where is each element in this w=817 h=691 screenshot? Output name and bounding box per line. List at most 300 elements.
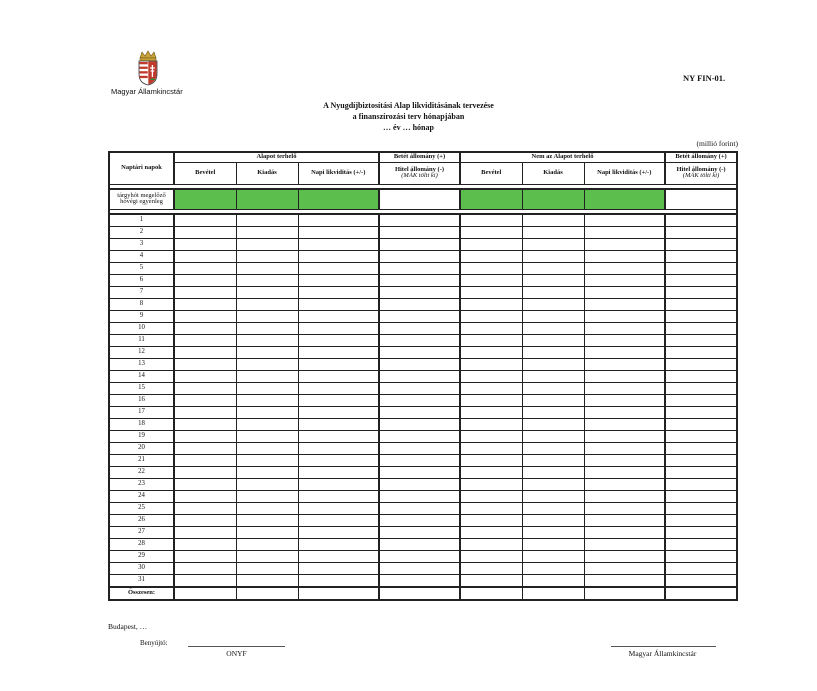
cell-revenue-2[interactable]: [460, 262, 522, 274]
table-row: [109, 418, 737, 430]
cell-expense-1[interactable]: [236, 418, 298, 430]
cell-expense-2[interactable]: [522, 430, 584, 442]
cell-liquidity-1[interactable]: [298, 442, 379, 454]
total-revenue-1[interactable]: [174, 587, 236, 600]
cell-liquidity-1[interactable]: [298, 238, 379, 250]
table-row: [109, 382, 737, 394]
cell-credit-1[interactable]: [379, 226, 460, 238]
cell-liquidity-1[interactable]: [298, 358, 379, 370]
cell-expense-1[interactable]: [236, 442, 298, 454]
day-number: 22: [109, 466, 174, 478]
total-expense-1[interactable]: [236, 587, 298, 600]
cell-liquidity-1[interactable]: [298, 274, 379, 286]
cell-expense-2[interactable]: [522, 550, 584, 562]
cell-liquidity-2[interactable]: [584, 430, 665, 442]
cell-revenue-2[interactable]: [460, 442, 522, 454]
cell-revenue-2[interactable]: [460, 358, 522, 370]
cell-revenue-1[interactable]: [174, 478, 236, 490]
cell-revenue-2[interactable]: [460, 478, 522, 490]
cell-expense-1[interactable]: [236, 214, 298, 227]
cell-revenue-2[interactable]: [460, 310, 522, 322]
cell-liquidity-2[interactable]: [584, 226, 665, 238]
cell-credit-2[interactable]: [665, 382, 737, 394]
cell-credit-1[interactable]: [379, 514, 460, 526]
cell-credit-2[interactable]: [665, 406, 737, 418]
cell-revenue-2[interactable]: [460, 394, 522, 406]
cell-credit-1[interactable]: [379, 238, 460, 250]
cell-expense-2[interactable]: [522, 286, 584, 298]
cell-revenue-2[interactable]: [460, 514, 522, 526]
day-number: 18: [109, 418, 174, 430]
col-header-revenue-2: Bevétel: [460, 162, 522, 184]
cell-revenue-2[interactable]: [460, 406, 522, 418]
cell-prev-revenue-2[interactable]: [460, 189, 522, 210]
cell-revenue-1[interactable]: [174, 310, 236, 322]
cell-expense-1[interactable]: [236, 370, 298, 382]
cell-liquidity-1[interactable]: [298, 466, 379, 478]
cell-expense-1[interactable]: [236, 262, 298, 274]
cell-revenue-2[interactable]: [460, 550, 522, 562]
cell-credit-1[interactable]: [379, 442, 460, 454]
cell-expense-2[interactable]: [522, 226, 584, 238]
cell-revenue-2[interactable]: [460, 322, 522, 334]
cell-revenue-2[interactable]: [460, 490, 522, 502]
cell-credit-2[interactable]: [665, 310, 737, 322]
cell-credit-1[interactable]: [379, 502, 460, 514]
cell-liquidity-2[interactable]: [584, 370, 665, 382]
cell-credit-1[interactable]: [379, 538, 460, 550]
cell-liquidity-1[interactable]: [298, 310, 379, 322]
cell-credit-2[interactable]: [665, 502, 737, 514]
cell-credit-1[interactable]: [379, 310, 460, 322]
cell-expense-2[interactable]: [522, 442, 584, 454]
day-number: 28: [109, 538, 174, 550]
cell-liquidity-2[interactable]: [584, 274, 665, 286]
col-header-daily-liquidity-2: Napi likviditás (+/-): [584, 162, 665, 184]
cell-revenue-2[interactable]: [460, 502, 522, 514]
cell-revenue-2[interactable]: [460, 346, 522, 358]
total-liquidity-2[interactable]: [584, 587, 665, 600]
cell-revenue-1[interactable]: [174, 502, 236, 514]
cell-credit-1[interactable]: [379, 286, 460, 298]
cell-credit-1[interactable]: [379, 574, 460, 587]
total-revenue-2[interactable]: [460, 587, 522, 600]
cell-revenue-1[interactable]: [174, 298, 236, 310]
cell-liquidity-2[interactable]: [584, 346, 665, 358]
cell-credit-1[interactable]: [379, 358, 460, 370]
cell-expense-1[interactable]: [236, 466, 298, 478]
cell-liquidity-1[interactable]: [298, 250, 379, 262]
cell-credit-2[interactable]: [665, 466, 737, 478]
cell-revenue-1[interactable]: [174, 550, 236, 562]
cell-liquidity-1[interactable]: [298, 382, 379, 394]
total-expense-2[interactable]: [522, 587, 584, 600]
cell-expense-1[interactable]: [236, 478, 298, 490]
cell-expense-2[interactable]: [522, 418, 584, 430]
cell-credit-2[interactable]: [665, 418, 737, 430]
cell-credit-2[interactable]: [665, 562, 737, 574]
cell-expense-2[interactable]: [522, 274, 584, 286]
cell-liquidity-2[interactable]: [584, 406, 665, 418]
cell-revenue-1[interactable]: [174, 382, 236, 394]
cell-liquidity-2[interactable]: [584, 490, 665, 502]
cell-expense-1[interactable]: [236, 322, 298, 334]
cell-revenue-1[interactable]: [174, 226, 236, 238]
cell-liquidity-1[interactable]: [298, 430, 379, 442]
day-number: 5: [109, 262, 174, 274]
cell-liquidity-1[interactable]: [298, 214, 379, 227]
table-row: [109, 406, 737, 418]
cell-revenue-1[interactable]: [174, 538, 236, 550]
coat-of-arms-icon: [128, 50, 168, 86]
cell-prev-expense-2[interactable]: [522, 189, 584, 210]
day-number: 23: [109, 478, 174, 490]
cell-revenue-1[interactable]: [174, 454, 236, 466]
cell-expense-2[interactable]: [522, 466, 584, 478]
group-header-deposit-2: Betét állomány (+): [665, 152, 737, 162]
cell-credit-2[interactable]: [665, 238, 737, 250]
cell-revenue-2[interactable]: [460, 562, 522, 574]
cell-credit-1[interactable]: [379, 550, 460, 562]
cell-liquidity-1[interactable]: [298, 478, 379, 490]
cell-prev-liquidity-1[interactable]: [298, 189, 379, 210]
cell-revenue-2[interactable]: [460, 238, 522, 250]
cell-revenue-2[interactable]: [460, 250, 522, 262]
cell-liquidity-1[interactable]: [298, 262, 379, 274]
cell-revenue-2[interactable]: [460, 298, 522, 310]
cell-revenue-1[interactable]: [174, 490, 236, 502]
cell-expense-2[interactable]: [522, 382, 584, 394]
cell-liquidity-1[interactable]: [298, 490, 379, 502]
cell-revenue-2[interactable]: [460, 574, 522, 587]
cell-expense-1[interactable]: [236, 238, 298, 250]
cell-expense-2[interactable]: [522, 214, 584, 227]
cell-expense-1[interactable]: [236, 358, 298, 370]
cell-liquidity-1[interactable]: [298, 286, 379, 298]
cell-liquidity-2[interactable]: [584, 454, 665, 466]
cell-revenue-1[interactable]: [174, 394, 236, 406]
cell-revenue-2[interactable]: [460, 274, 522, 286]
day-number: 12: [109, 346, 174, 358]
cell-expense-2[interactable]: [522, 298, 584, 310]
cell-revenue-1[interactable]: [174, 442, 236, 454]
cell-expense-2[interactable]: [522, 250, 584, 262]
cell-revenue-2[interactable]: [460, 334, 522, 346]
cell-credit-1[interactable]: [379, 382, 460, 394]
cell-expense-2[interactable]: [522, 238, 584, 250]
day-number: 20: [109, 442, 174, 454]
cell-credit-2[interactable]: [665, 346, 737, 358]
cell-liquidity-2[interactable]: [584, 298, 665, 310]
cell-liquidity-2[interactable]: [584, 526, 665, 538]
cell-liquidity-2[interactable]: [584, 550, 665, 562]
day-number: 11: [109, 334, 174, 346]
cell-expense-2[interactable]: [522, 334, 584, 346]
cell-expense-1[interactable]: [236, 514, 298, 526]
cell-credit-1[interactable]: [379, 466, 460, 478]
cell-revenue-1[interactable]: [174, 238, 236, 250]
cell-revenue-2[interactable]: [460, 466, 522, 478]
form-code: NY FIN-01.: [683, 73, 726, 83]
cell-liquidity-1[interactable]: [298, 346, 379, 358]
cell-revenue-2[interactable]: [460, 382, 522, 394]
cell-credit-1[interactable]: [379, 298, 460, 310]
cell-expense-1[interactable]: [236, 346, 298, 358]
cell-liquidity-1[interactable]: [298, 322, 379, 334]
cell-expense-2[interactable]: [522, 538, 584, 550]
table-row: [109, 514, 737, 526]
cell-expense-2[interactable]: [522, 514, 584, 526]
cell-revenue-2[interactable]: [460, 286, 522, 298]
cell-liquidity-1[interactable]: [298, 526, 379, 538]
total-credit-1[interactable]: [379, 587, 460, 600]
cell-credit-1[interactable]: [379, 370, 460, 382]
cell-liquidity-2[interactable]: [584, 502, 665, 514]
cell-credit-2[interactable]: [665, 322, 737, 334]
cell-expense-2[interactable]: [522, 370, 584, 382]
cell-liquidity-1[interactable]: [298, 538, 379, 550]
cell-liquidity-1[interactable]: [298, 226, 379, 238]
cell-prev-expense-1[interactable]: [236, 189, 298, 210]
cell-revenue-2[interactable]: [460, 418, 522, 430]
credit-label-2: Hitel állomány (-): [676, 165, 726, 173]
table-row: [109, 250, 737, 262]
cell-credit-1[interactable]: [379, 490, 460, 502]
cell-credit-1[interactable]: [379, 454, 460, 466]
day-number: 17: [109, 406, 174, 418]
cell-credit-2[interactable]: [665, 430, 737, 442]
cell-credit-1[interactable]: [379, 250, 460, 262]
cell-liquidity-2[interactable]: [584, 286, 665, 298]
cell-credit-2[interactable]: [665, 226, 737, 238]
cell-prev-credit-1[interactable]: [379, 189, 460, 210]
cell-liquidity-1[interactable]: [298, 406, 379, 418]
cell-liquidity-1[interactable]: [298, 298, 379, 310]
cell-revenue-1[interactable]: [174, 334, 236, 346]
cell-liquidity-1[interactable]: [298, 454, 379, 466]
cell-credit-2[interactable]: [665, 454, 737, 466]
total-liquidity-1[interactable]: [298, 587, 379, 600]
cell-liquidity-1[interactable]: [298, 418, 379, 430]
cell-expense-1[interactable]: [236, 298, 298, 310]
cell-liquidity-1[interactable]: [298, 394, 379, 406]
cell-expense-1[interactable]: [236, 250, 298, 262]
cell-expense-1[interactable]: [236, 310, 298, 322]
cell-revenue-1[interactable]: [174, 562, 236, 574]
cell-credit-1[interactable]: [379, 334, 460, 346]
cell-credit-1[interactable]: [379, 394, 460, 406]
cell-credit-2[interactable]: [665, 574, 737, 587]
cell-revenue-1[interactable]: [174, 358, 236, 370]
cell-liquidity-2[interactable]: [584, 442, 665, 454]
cell-credit-1[interactable]: [379, 430, 460, 442]
cell-credit-2[interactable]: [665, 250, 737, 262]
cell-revenue-1[interactable]: [174, 286, 236, 298]
cell-revenue-1[interactable]: [174, 262, 236, 274]
cell-revenue-1[interactable]: [174, 418, 236, 430]
cell-credit-1[interactable]: [379, 346, 460, 358]
cell-liquidity-2[interactable]: [584, 322, 665, 334]
cell-credit-2[interactable]: [665, 394, 737, 406]
cell-credit-2[interactable]: [665, 538, 737, 550]
table-row: [109, 478, 737, 490]
cell-revenue-1[interactable]: [174, 466, 236, 478]
table-row: [109, 526, 737, 538]
cell-credit-2[interactable]: [665, 490, 737, 502]
cell-revenue-2[interactable]: [460, 526, 522, 538]
cell-credit-1[interactable]: [379, 214, 460, 227]
table-row: [109, 286, 737, 298]
cell-expense-1[interactable]: [236, 430, 298, 442]
cell-revenue-2[interactable]: [460, 226, 522, 238]
cell-revenue-1[interactable]: [174, 214, 236, 227]
cell-liquidity-2[interactable]: [584, 334, 665, 346]
cell-liquidity-2[interactable]: [584, 250, 665, 262]
cell-expense-1[interactable]: [236, 382, 298, 394]
cell-liquidity-1[interactable]: [298, 550, 379, 562]
cell-credit-2[interactable]: [665, 442, 737, 454]
cell-credit-2[interactable]: [665, 274, 737, 286]
cell-revenue-1[interactable]: [174, 526, 236, 538]
cell-expense-1[interactable]: [236, 550, 298, 562]
cell-liquidity-2[interactable]: [584, 394, 665, 406]
cell-expense-1[interactable]: [236, 526, 298, 538]
cell-revenue-1[interactable]: [174, 346, 236, 358]
cell-expense-1[interactable]: [236, 334, 298, 346]
day-number: 19: [109, 430, 174, 442]
cell-revenue-1[interactable]: [174, 514, 236, 526]
cell-liquidity-1[interactable]: [298, 574, 379, 587]
cell-expense-2[interactable]: [522, 346, 584, 358]
cell-expense-1[interactable]: [236, 226, 298, 238]
cell-liquidity-1[interactable]: [298, 514, 379, 526]
cell-expense-1[interactable]: [236, 574, 298, 587]
cell-liquidity-2[interactable]: [584, 514, 665, 526]
cell-revenue-1[interactable]: [174, 370, 236, 382]
cell-expense-1[interactable]: [236, 490, 298, 502]
cell-liquidity-1[interactable]: [298, 502, 379, 514]
cell-credit-1[interactable]: [379, 262, 460, 274]
cell-liquidity-2[interactable]: [584, 538, 665, 550]
cell-liquidity-2[interactable]: [584, 562, 665, 574]
cell-credit-2[interactable]: [665, 478, 737, 490]
cell-expense-2[interactable]: [522, 262, 584, 274]
cell-expense-1[interactable]: [236, 562, 298, 574]
table-row: [109, 346, 737, 358]
cell-credit-1[interactable]: [379, 478, 460, 490]
cell-liquidity-2[interactable]: [584, 466, 665, 478]
cell-credit-2[interactable]: [665, 358, 737, 370]
cell-revenue-2[interactable]: [460, 454, 522, 466]
cell-credit-1[interactable]: [379, 274, 460, 286]
cell-credit-1[interactable]: [379, 322, 460, 334]
cell-expense-2[interactable]: [522, 454, 584, 466]
cell-expense-2[interactable]: [522, 526, 584, 538]
cell-liquidity-2[interactable]: [584, 478, 665, 490]
cell-liquidity-2[interactable]: [584, 238, 665, 250]
cell-credit-1[interactable]: [379, 526, 460, 538]
cell-credit-2[interactable]: [665, 286, 737, 298]
col-header-expense-1: Kiadás: [236, 162, 298, 184]
cell-credit-1[interactable]: [379, 406, 460, 418]
cell-credit-1[interactable]: [379, 418, 460, 430]
cell-expense-2[interactable]: [522, 502, 584, 514]
cell-credit-2[interactable]: [665, 298, 737, 310]
day-number: 31: [109, 574, 174, 587]
table-row: [109, 466, 737, 478]
cell-liquidity-2[interactable]: [584, 382, 665, 394]
title-line-1: A Nyugdíjbiztosítási Alap likviditásának tervezése: [323, 101, 494, 110]
cell-liquidity-2[interactable]: [584, 214, 665, 227]
cell-expense-1[interactable]: [236, 538, 298, 550]
cell-expense-2[interactable]: [522, 478, 584, 490]
cell-expense-2[interactable]: [522, 310, 584, 322]
cell-expense-1[interactable]: [236, 502, 298, 514]
day-number: 27: [109, 526, 174, 538]
cell-expense-2[interactable]: [522, 406, 584, 418]
day-number: 9: [109, 310, 174, 322]
cell-revenue-2[interactable]: [460, 538, 522, 550]
cell-expense-1[interactable]: [236, 286, 298, 298]
cell-liquidity-2[interactable]: [584, 310, 665, 322]
cell-revenue-1[interactable]: [174, 274, 236, 286]
cell-revenue-2[interactable]: [460, 214, 522, 227]
col-header-daily-liquidity-1: Napi likviditás (+/-): [298, 162, 379, 184]
cell-expense-2[interactable]: [522, 394, 584, 406]
cell-revenue-2[interactable]: [460, 370, 522, 382]
day-number: 13: [109, 358, 174, 370]
cell-expense-2[interactable]: [522, 562, 584, 574]
cell-revenue-1[interactable]: [174, 322, 236, 334]
cell-expense-2[interactable]: [522, 490, 584, 502]
cell-credit-2[interactable]: [665, 370, 737, 382]
cell-liquidity-2[interactable]: [584, 358, 665, 370]
cell-liquidity-1[interactable]: [298, 334, 379, 346]
cell-prev-credit-2[interactable]: [665, 189, 737, 210]
cell-credit-2[interactable]: [665, 214, 737, 227]
cell-expense-1[interactable]: [236, 394, 298, 406]
cell-expense-1[interactable]: [236, 274, 298, 286]
cell-credit-1[interactable]: [379, 562, 460, 574]
cell-prev-revenue-1[interactable]: [174, 189, 236, 210]
cell-revenue-1[interactable]: [174, 430, 236, 442]
cell-credit-2[interactable]: [665, 262, 737, 274]
cell-revenue-1[interactable]: [174, 250, 236, 262]
cell-expense-2[interactable]: [522, 322, 584, 334]
cell-credit-2[interactable]: [665, 514, 737, 526]
title-line-2: a finanszírozási terv hónapjában: [352, 112, 465, 121]
cell-revenue-1[interactable]: [174, 574, 236, 587]
table-row: [109, 358, 737, 370]
cell-expense-2[interactable]: [522, 358, 584, 370]
total-credit-2[interactable]: [665, 587, 737, 600]
cell-expense-2[interactable]: [522, 574, 584, 587]
cell-liquidity-1[interactable]: [298, 562, 379, 574]
cell-expense-1[interactable]: [236, 406, 298, 418]
cell-revenue-2[interactable]: [460, 430, 522, 442]
cell-liquidity-2[interactable]: [584, 418, 665, 430]
cell-liquidity-2[interactable]: [584, 262, 665, 274]
cell-liquidity-2[interactable]: [584, 574, 665, 587]
day-number: 21: [109, 454, 174, 466]
cell-revenue-1[interactable]: [174, 406, 236, 418]
cell-credit-2[interactable]: [665, 550, 737, 562]
cell-expense-1[interactable]: [236, 454, 298, 466]
cell-credit-2[interactable]: [665, 526, 737, 538]
cell-liquidity-1[interactable]: [298, 370, 379, 382]
cell-prev-liquidity-2[interactable]: [584, 189, 665, 210]
cell-credit-2[interactable]: [665, 334, 737, 346]
